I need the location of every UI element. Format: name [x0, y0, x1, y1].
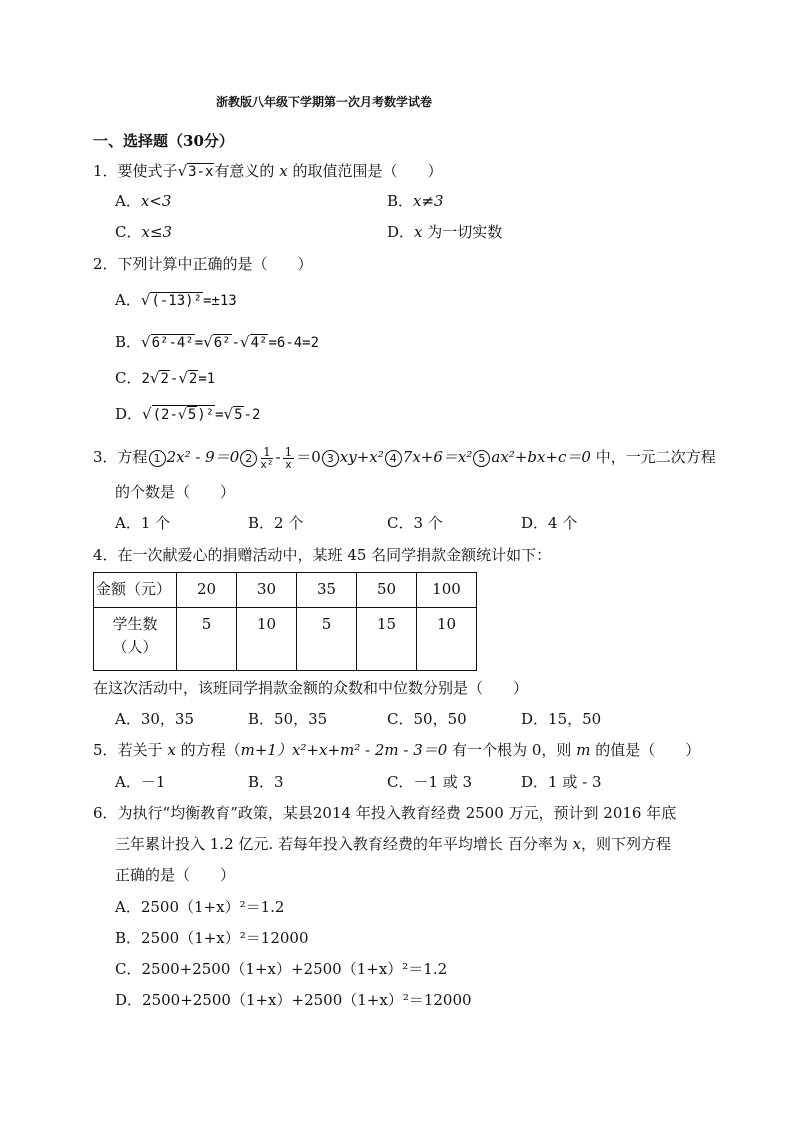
table-cell: 15: [357, 608, 417, 671]
table-row: [94, 573, 477, 608]
question-4: 4．在一次献爱心的捐赠活动中，某班 45 名同学捐款金额统计如下：: [93, 546, 552, 564]
q4-option-d[interactable]: D．15，50: [521, 710, 602, 728]
section-heading: 一、选择题（30分）: [93, 132, 234, 150]
radical-sign: √: [177, 162, 188, 180]
question-6-line2: 三年累计投入 1.2 亿元. 若每年投入教育经费的年平均增长 百分率为 x，则下列方程: [115, 835, 671, 853]
donation-table: [93, 572, 477, 671]
question-1: 1．要使式子√3-x有意义的 x 的取值范围是（ ）: [93, 162, 443, 180]
q3-option-c[interactable]: C．3 个: [387, 514, 443, 532]
circled-number: 3: [322, 450, 339, 467]
table-cell: 金额（元）: [94, 573, 177, 608]
q4-option-a[interactable]: A．30，35: [115, 710, 195, 728]
table-cell: 10: [417, 608, 477, 671]
q2-option-a[interactable]: A．√(-13)²=±13: [115, 291, 237, 309]
table-cell: 5: [297, 608, 357, 671]
q1-option-a[interactable]: A．x<3: [115, 192, 172, 210]
question-4-followup: 在这次活动中，该班同学捐款金额的众数和中位数分别是（ ）: [93, 679, 529, 697]
question-6: 6．为执行“均衡教育”政策，某县2014 年投入教育经费 2500 万元，预计到 2016 年底: [93, 804, 677, 822]
circled-number: 1: [149, 450, 166, 467]
q5-option-c[interactable]: C．－1 或 3: [387, 773, 473, 791]
q5-option-b[interactable]: B．3: [248, 773, 284, 791]
question-number: 2．: [93, 255, 118, 273]
q5-option-d[interactable]: D．1 或 - 3: [521, 773, 602, 791]
table-row: [94, 608, 477, 671]
question-2: 2．下列计算中正确的是（ ）: [93, 255, 313, 273]
q3-option-d[interactable]: D．4 个: [521, 514, 578, 532]
table-cell: 学生数 （人）: [94, 608, 177, 671]
question-number: 3．: [93, 448, 118, 466]
question-number: 1．: [93, 162, 118, 180]
fraction: $\frac{1}{x}$: [284, 444, 293, 471]
question-6-line3: 正确的是（ ）: [115, 866, 236, 884]
table-cell: 30: [237, 573, 297, 608]
question-5: 5．若关于 x 的方程（m+1）x²+x+m² - 2m - 3＝0 有一个根为 0，则 m 的值是（ ）: [93, 741, 701, 759]
fraction: $\frac{1}{\text{x²}}$: [260, 444, 274, 471]
question-3-line2: 的个数是（ ）: [115, 483, 236, 501]
q6-option-d[interactable]: D．2500+2500（1+x）+2500（1+x）²＝12000: [115, 991, 472, 1009]
question-number: 6．: [93, 804, 118, 822]
table-cell: 35: [297, 573, 357, 608]
table-cell: 10: [237, 608, 297, 671]
question-number: 5．: [93, 741, 118, 759]
q1-option-c[interactable]: C．x≤3: [115, 223, 173, 241]
circled-number: 4: [385, 450, 402, 467]
q3-option-b[interactable]: B．2 个: [248, 514, 304, 532]
question-number: 4．: [93, 546, 118, 564]
q4-option-b[interactable]: B．50，35: [248, 710, 328, 728]
q2-option-d[interactable]: D．√(2-√5)²=√5-2: [115, 405, 261, 423]
table-cell: 50: [357, 573, 417, 608]
radicand: 3-x: [188, 164, 214, 180]
q1-option-b[interactable]: B．x≠3: [387, 192, 444, 210]
table-cell: 100: [417, 573, 477, 608]
q6-option-b[interactable]: B．2500（1+x）²＝12000: [115, 929, 309, 947]
table-cell: 20: [177, 573, 237, 608]
question-3: 3．方程 1 2x² - 9＝0 2 $\frac{1}{\text{x²}}$ - $\frac{1}{x}$ ＝0 3 xy+x² 4 7x+6＝x² 5 ax²+bx+c＝0 中，一元二次方程: [93, 444, 716, 471]
circled-number: 5: [473, 450, 490, 467]
circled-number: 2: [240, 450, 257, 467]
q3-option-a[interactable]: A．1 个: [115, 514, 171, 532]
q6-option-a[interactable]: A．2500（1+x）²＝1.2: [115, 898, 285, 916]
exam-title: 浙教版八年级下学期第一次月考数学试卷: [216, 95, 433, 109]
q6-option-c[interactable]: C．2500+2500（1+x）+2500（1+x）²＝1.2: [115, 960, 448, 978]
q4-option-c[interactable]: C．50，50: [387, 710, 467, 728]
q5-option-a[interactable]: A．－1: [115, 773, 166, 791]
q1-option-d[interactable]: D．x 为一切实数: [387, 223, 503, 241]
table-cell: 5: [177, 608, 237, 671]
q2-option-c[interactable]: C．2√2-√2=1: [115, 369, 216, 387]
q2-option-b[interactable]: B．√6²-4²=√6²-√4²=6-4=2: [115, 333, 320, 351]
